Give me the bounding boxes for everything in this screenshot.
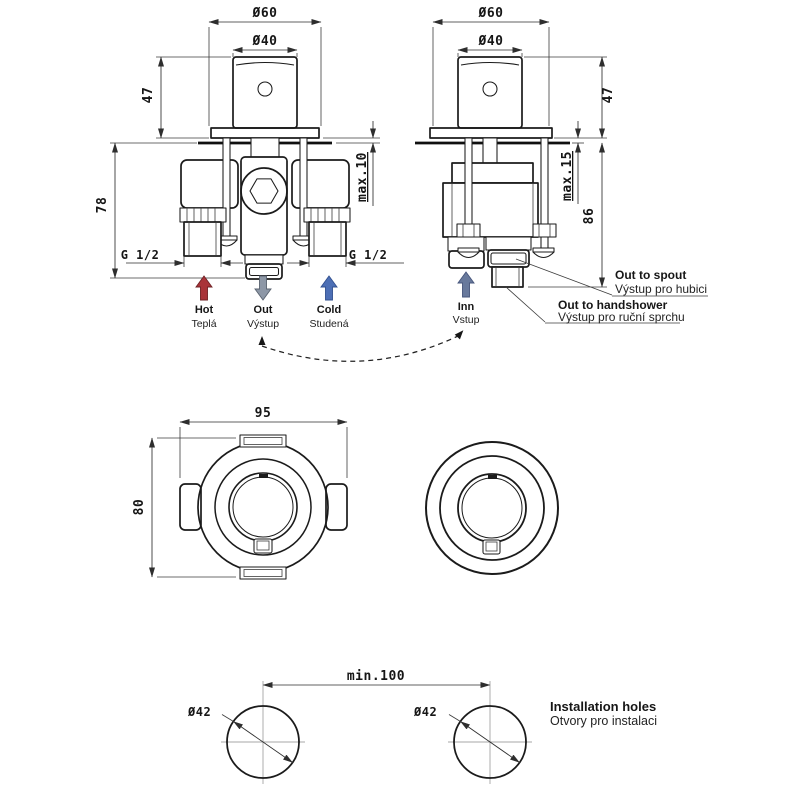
front-left-port bbox=[184, 222, 221, 256]
top-view-dimensioned bbox=[132, 406, 347, 579]
cold-flow-arrow bbox=[321, 276, 337, 300]
dim-side-max-wall: max.15 bbox=[560, 151, 575, 201]
top-index-mark bbox=[259, 474, 268, 478]
inn-label-cs: Vstup bbox=[452, 314, 480, 326]
front-center-stem bbox=[251, 138, 279, 158]
inn-label-en: Inn bbox=[457, 301, 475, 313]
inn-flow-arrow bbox=[458, 272, 474, 297]
side-knob bbox=[458, 57, 522, 128]
side-right-screw-nut bbox=[533, 224, 556, 237]
side-center-stem bbox=[483, 138, 497, 163]
side-left-screw-washer bbox=[458, 248, 479, 252]
callout-handshower-cs: Výstup pro ruční sprchu bbox=[558, 310, 685, 324]
dim-hole-right-diameter: Ø42 bbox=[414, 705, 438, 719]
top-upper-port bbox=[240, 435, 286, 447]
dim-front-max-wall: max.10 bbox=[355, 152, 370, 202]
side-upper-block bbox=[452, 163, 533, 183]
leader-line-spout bbox=[516, 259, 612, 295]
front-flange bbox=[211, 128, 319, 138]
front-knob bbox=[233, 57, 297, 128]
hot-label-en: Hot bbox=[194, 304, 214, 316]
dim-side-knob-height: 47 bbox=[601, 86, 616, 104]
plain-knob-circle-outer bbox=[458, 474, 526, 542]
leader-line bbox=[449, 715, 461, 722]
dim-hole-spacing: min.100 bbox=[346, 669, 406, 684]
dim-top-width: 95 bbox=[254, 406, 272, 421]
front-view bbox=[95, 6, 404, 330]
side-handshower-port bbox=[492, 267, 523, 287]
plain-index-mark bbox=[488, 475, 497, 479]
flow-connection bbox=[259, 328, 466, 361]
front-center-body bbox=[241, 157, 287, 255]
callout-handshower-en: Out to handshower bbox=[558, 298, 668, 312]
front-knob-cap-line bbox=[236, 63, 294, 66]
side-view bbox=[415, 6, 708, 326]
installation-holes bbox=[187, 669, 657, 784]
cold-label-cs: Studená bbox=[309, 318, 349, 330]
dim-side-body-height: 86 bbox=[582, 207, 597, 225]
installation-title-cs: Otvory pro instalaci bbox=[550, 714, 657, 728]
hot-flow-arrow bbox=[196, 276, 212, 300]
out-label-en: Out bbox=[253, 304, 273, 316]
plain-knob-circle-inner bbox=[462, 478, 522, 538]
top-right-port bbox=[326, 484, 347, 530]
dim-side-outer-diameter: Ø60 bbox=[478, 6, 504, 21]
front-outlet-step bbox=[245, 255, 283, 264]
dim-front-knob-height: 47 bbox=[141, 86, 156, 104]
callout-spout-cs: Výstup pro hubici bbox=[615, 282, 708, 296]
dim-front-thread-right: G 1/2 bbox=[348, 248, 388, 262]
leader-line bbox=[222, 715, 234, 722]
dim-front-thread-left: G 1/2 bbox=[120, 248, 160, 262]
dim-top-height: 80 bbox=[132, 498, 147, 516]
leader-line-handshower bbox=[506, 287, 545, 322]
out-label-cs: Výstup bbox=[246, 318, 280, 330]
dim-front-outer-diameter: Ø60 bbox=[252, 6, 278, 21]
front-right-port bbox=[309, 222, 346, 256]
side-flange bbox=[430, 128, 552, 138]
side-spout-port-neck bbox=[486, 237, 531, 250]
dim-front-body-height: 78 bbox=[95, 196, 110, 214]
side-knob-button bbox=[483, 82, 497, 96]
hot-label-cs: Teplá bbox=[191, 318, 217, 330]
flow-connection-arc bbox=[262, 336, 458, 361]
top-lower-port bbox=[240, 567, 286, 579]
flow-connection-arrowhead-right bbox=[455, 328, 466, 339]
installation-title-en: Installation holes bbox=[550, 699, 657, 714]
callout-spout-en: Out to spout bbox=[615, 268, 687, 282]
side-right-screw-washer bbox=[533, 248, 554, 252]
dim-side-knob-diameter: Ø40 bbox=[478, 34, 504, 49]
cold-label-en: Cold bbox=[316, 304, 342, 316]
side-knob-cap-line bbox=[461, 63, 519, 66]
top-view-plain bbox=[426, 442, 558, 574]
side-left-screw-nut bbox=[457, 224, 480, 237]
flow-connection-arrowhead-left bbox=[259, 336, 266, 345]
dim-hole-left-diameter: Ø42 bbox=[188, 705, 212, 719]
front-knob-button bbox=[258, 82, 272, 96]
side-right-screw-head bbox=[533, 252, 554, 258]
dim-front-knob-diameter: Ø40 bbox=[252, 34, 278, 49]
